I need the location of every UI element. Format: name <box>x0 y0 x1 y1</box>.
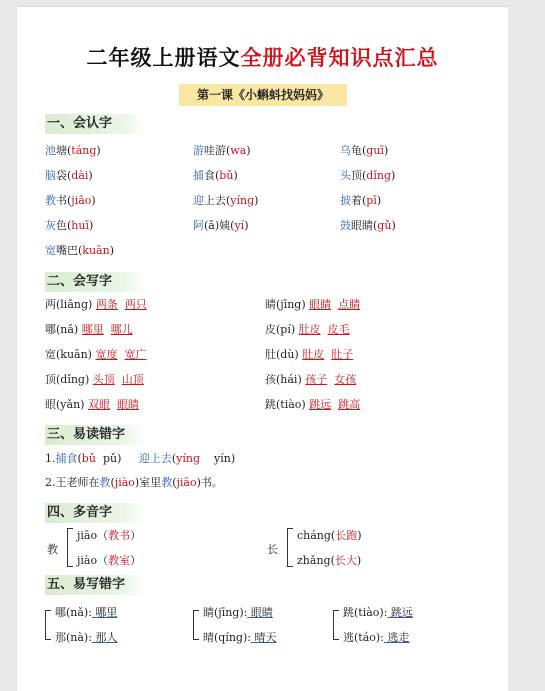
recognize-item: 披着(pī) <box>340 194 382 207</box>
misread-py-2: yíng <box>176 452 201 465</box>
write-item: 两(liǎng) 两条 两只 <box>45 298 147 311</box>
misread-num: 1. <box>45 452 56 465</box>
confuse-item: 跳(tiào): 跳远 <box>343 606 413 619</box>
write-item: 肚(dù) 肚皮 肚子 <box>265 348 354 361</box>
write-item: 眼(yǎn) 双眼 眼睛 <box>45 398 139 411</box>
recognize-item: 教书(jiāo) <box>45 194 96 207</box>
brace-1 <box>67 528 73 567</box>
write-item: 顶(dǐng) 头顶 山顶 <box>45 373 144 386</box>
recognize-item: 捕食(bǔ) <box>193 169 238 182</box>
lesson-heading: 第一课《小蝌蚪找妈妈》 <box>179 84 347 106</box>
poly-1a: jiāo（教书） <box>77 529 142 542</box>
title-red: 全册必背知识点汇总 <box>240 45 439 70</box>
recognize-item: 鼓眼睛(gǔ) <box>340 219 396 232</box>
poly-2a: cháng(长跑) <box>297 529 362 542</box>
page-top-border <box>17 6 508 7</box>
write-item: 跳(tiào) 跳远 跳高 <box>265 398 361 411</box>
recognize-item: 迎上去(yíng) <box>193 194 259 207</box>
section-heading-write: 二、会写字 <box>45 272 145 292</box>
misread-word-2: 迎上去 <box>138 452 172 465</box>
recognize-item: 游哇游(wa) <box>193 144 251 157</box>
poly-2b: zhǎng(长大) <box>297 554 362 567</box>
page-title <box>17 42 508 72</box>
misread-wrong-1: pǔ <box>102 452 118 465</box>
write-item: 睛(jīng) 眼睛 点睛 <box>265 298 361 311</box>
section-heading-polyphone: 四、多音字 <box>45 503 145 523</box>
write-item: 哪(nǎ) 哪里 哪儿 <box>45 323 133 336</box>
section-heading-misread: 三、易读错字 <box>45 425 145 445</box>
title-black: 二年级上册语文 <box>86 45 241 70</box>
confuse-item: 逃(táo): 逃走 <box>343 631 410 644</box>
document-page <box>17 6 508 691</box>
recognize-item: 池塘(táng) <box>45 144 101 157</box>
recognize-item: 乌龟(guī) <box>340 144 389 157</box>
recognize-item: 头顶(dǐng) <box>340 169 396 182</box>
write-item: 孩(hái) 孩子 女孩 <box>265 373 357 386</box>
misread-line-2: 2.王老师在教(jiào)室里教(jiāo)书。 <box>45 476 223 489</box>
confuse-bracket <box>193 610 199 640</box>
section-heading-confuse: 五、易写错字 <box>45 575 145 595</box>
recognize-item: 宽嘴巴(kuān) <box>45 244 114 257</box>
poly-1b: jiào（教室） <box>77 554 142 567</box>
misread-py-1: bǔ <box>81 452 96 465</box>
write-item: 宽(kuān) 宽度 宽广 <box>45 348 147 361</box>
confuse-item: 晴(qíng): 晴天 <box>203 631 277 644</box>
brace-2 <box>287 528 293 567</box>
section-heading-recognize: 一、会认字 <box>45 114 145 134</box>
confuse-item: 哪(nǎ): 哪里 <box>55 606 118 619</box>
confuse-item: 睛(jīng): 眼睛 <box>203 606 273 619</box>
recognize-item: 灰色(huī) <box>45 219 94 232</box>
confuse-item: 那(nà): 那人 <box>55 631 118 644</box>
poly-char-1: 教 <box>47 543 58 556</box>
confuse-bracket <box>45 610 51 640</box>
recognize-item: 阿(ā)姨(yí) <box>193 219 249 232</box>
write-item: 皮(pí) 肚皮 皮毛 <box>265 323 350 336</box>
poly-char-2: 长 <box>267 543 278 556</box>
misread-word-1: 捕食 <box>55 452 78 465</box>
recognize-item: 脑袋(dài) <box>45 169 93 182</box>
misread-wrong-2: yín <box>214 452 231 465</box>
confuse-bracket <box>333 610 339 640</box>
misread-line-1: 1.捕食(bǔ pǔ) 迎上去(yíng yín) <box>45 452 236 465</box>
